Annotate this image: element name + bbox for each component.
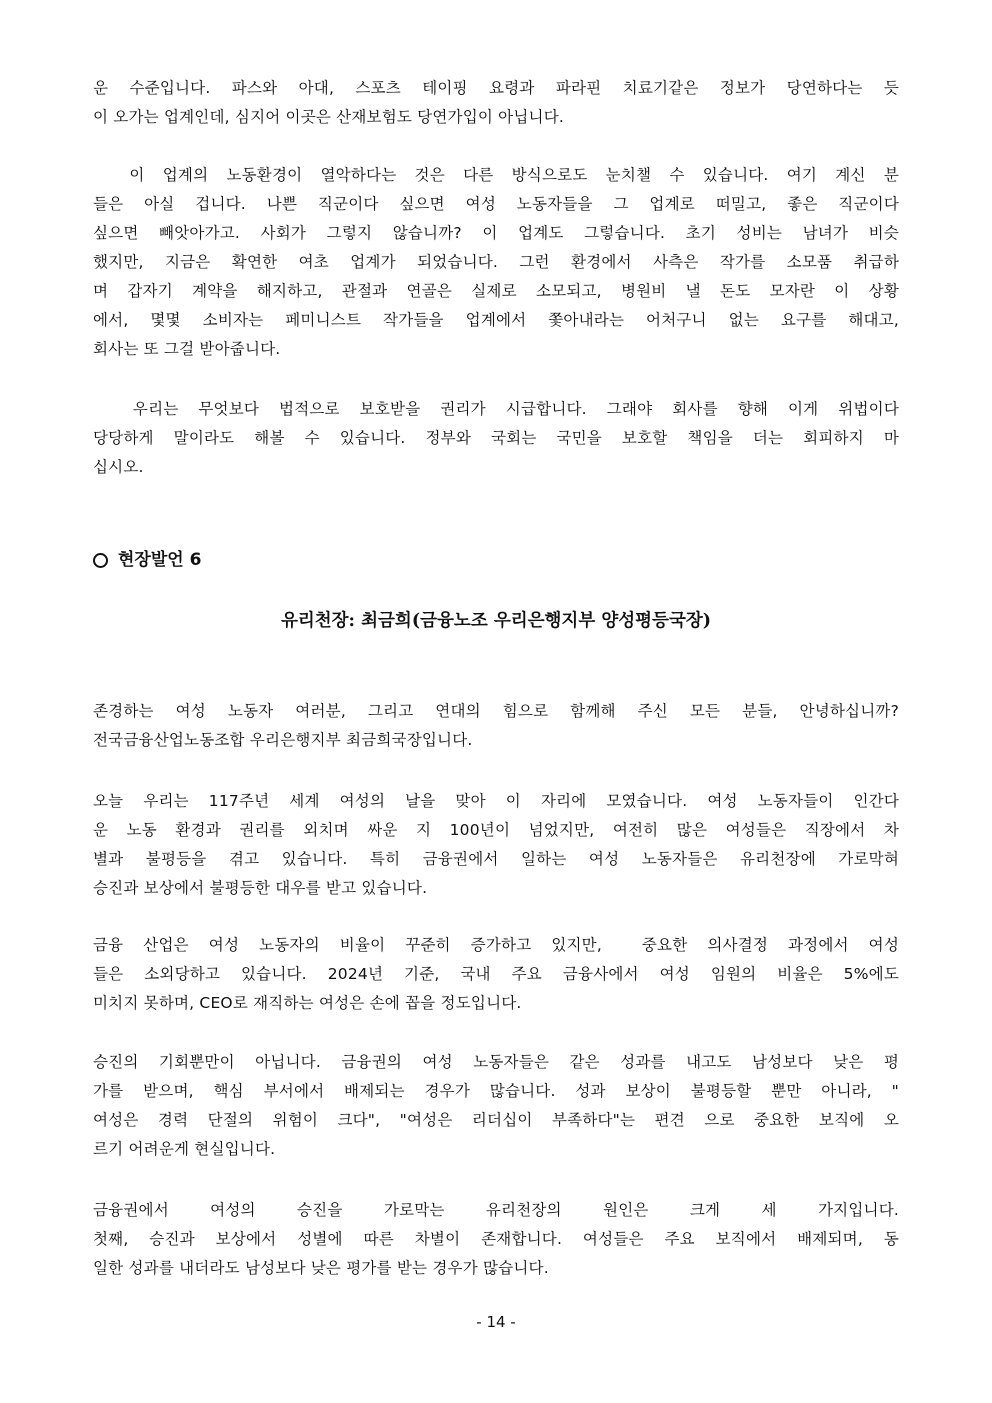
text-line: 여성은 경력 단절의 위험이 크다", "여성은 리더십이 부족하다"는 편견 으로 중요한 보직에 오 <box>93 1111 899 1129</box>
section-heading <box>93 545 201 575</box>
text-line: 가를 받으며, 핵심 부서에서 배제되는 경우가 많습니다. 성과 보상이 불평등할 뿐만 아니라, " <box>93 1082 899 1100</box>
text-line: 일한 성과를 내더라도 남성보다 낮은 평가를 받는 경우가 많습니다. <box>93 1259 549 1277</box>
text-line: 첫째, 승진과 보상에서 성별에 따른 차별이 존재합니다. 여성들은 주요 보직에서 배제되며, 동 <box>93 1230 899 1248</box>
text-line: 십시오. <box>93 458 144 476</box>
text-line: 싶으면 빼앗아가고. 사회가 그렇지 않습니까? 이 업계도 그렇습니다. 초기 성비는 남녀가 비슷 <box>93 224 899 242</box>
text-line: 금융 산업은 여성 노동자의 비율이 꾸준히 증가하고 있지만, 중요한 의사결정 과정에서 여성 <box>93 936 899 954</box>
speech-title: 유리천장: 최금희(금융노조 우리은행지부 양성평등국장) <box>280 611 712 631</box>
text-line: 들은 아실 겁니다. 나쁜 직군이다 싶으면 여성 노동자들을 그 업계로 떠밀고, 좋은 직군이다 <box>93 195 899 213</box>
text-line: 미치지 못하며, CEO로 재직하는 여성은 손에 꼽을 정도입니다. <box>93 994 522 1012</box>
text-line: 했지만, 지금은 확연한 여초 업계가 되었습니다. 그런 환경에서 사측은 작가를 소모품 취급하 <box>93 253 899 271</box>
text-line: 별과 불평등을 겪고 있습니다. 특히 금융권에서 일하는 여성 노동자들은 유리천장에 가로막혀 <box>93 850 899 868</box>
text-line: 회사는 또 그걸 받아줍니다. <box>93 340 281 358</box>
paragraph-5 <box>93 787 899 903</box>
text-line: 존경하는 여성 노동자 여러분, 그리고 연대의 힘으로 함께해 주신 모든 분들, 안녕하십니까? <box>93 702 899 720</box>
text-line: 금융권에서 여성의 승진을 가로막는 유리천장의 원인은 크게 세 가지입니다. <box>93 1201 899 1219</box>
text-line: 운 노동 환경과 권리를 외치며 싸운 지 100년이 넘었지만, 여전히 많은 여성들은 직장에서 차 <box>93 821 899 839</box>
paragraph-2 <box>93 161 899 364</box>
circle-bullet-icon <box>93 553 108 568</box>
text-line: 르기 어려운게 현실입니다. <box>93 1140 276 1158</box>
paragraph-3 <box>93 395 899 482</box>
text-line: 이 업계의 노동환경이 열악하다는 것은 다른 방식으로도 눈치챌 수 있습니다. 여기 계신 분 <box>93 166 899 184</box>
text-line: 이 오가는 업계인데, 심지어 이곳은 산재보험도 당연가입이 아닙니다. <box>93 108 564 126</box>
text-line: 우리는 무엇보다 법적으로 보호받을 권리가 시급합니다. 그래야 회사를 향해 이게 위법이다 <box>93 400 899 418</box>
text-line: 당당하게 말이라도 해볼 수 있습니다. 정부와 국회는 국민을 보호할 책임을 더는 회피하지 마 <box>93 429 899 447</box>
section-heading-text: 현장발언 6 <box>118 550 202 570</box>
paragraph-8 <box>93 1196 899 1283</box>
paragraph-4 <box>93 697 899 755</box>
text-line: 승진과 보상에서 불평등한 대우를 받고 있습니다. <box>93 879 428 897</box>
page-number: - 14 - <box>476 1313 516 1331</box>
paragraph-6 <box>93 931 899 1018</box>
paragraph-1 <box>93 74 899 132</box>
text-line: 승진의 기회뿐만이 아닙니다. 금융권의 여성 노동자들은 같은 성과를 내고도 남성보다 낮은 평 <box>93 1053 899 1071</box>
paragraph-7 <box>93 1048 899 1164</box>
text-line: 운 수준입니다. 파스와 아대, 스포츠 테이핑 요령과 파라핀 치료기같은 정보가 당연하다는 듯 <box>93 79 899 97</box>
text-line: 오늘 우리는 117주년 세계 여성의 날을 맞아 이 자리에 모였습니다. 여성 노동자들이 인간다 <box>93 792 899 810</box>
text-line: 들은 소외당하고 있습니다. 2024년 기준, 국내 주요 금융사에서 여성 임원의 비율은 5%에도 <box>93 965 899 983</box>
text-line: 며 갑자기 계약을 해지하고, 관절과 연골은 실제로 소모되고, 병원비 낼 돈도 모자란 이 상황 <box>93 282 899 300</box>
text-line: 전국금융산업노동조합 우리은행지부 최금희국장입니다. <box>93 731 473 749</box>
text-line: 에서, 몇몇 소비자는 페미니스트 작가들을 업계에서 쫓아내라는 어처구니 없는 요구를 해대고, <box>93 311 899 329</box>
